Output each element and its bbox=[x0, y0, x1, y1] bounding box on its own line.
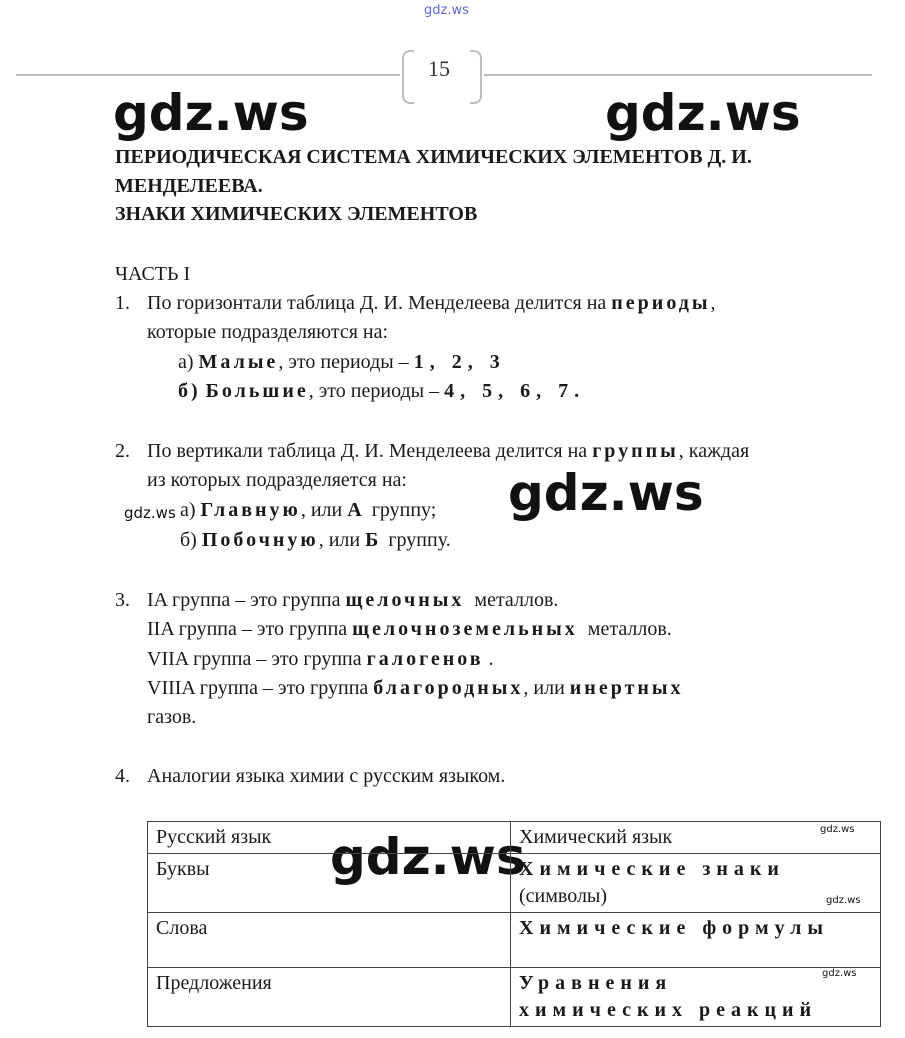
q1-b-text: , это периоды – bbox=[308, 380, 440, 402]
q1-line-2: которые подразделяются на: bbox=[147, 321, 389, 343]
q2-b-tail: группу. bbox=[388, 529, 451, 551]
q3-l3-answer: галогенов bbox=[366, 648, 484, 670]
q4-text: Аналогии языка химии с русским языком. bbox=[147, 765, 506, 787]
q3-number: 3. bbox=[115, 589, 130, 611]
table-cell-chemical-answer: Химические формулы bbox=[519, 917, 829, 939]
q2-a-tail: группу; bbox=[371, 499, 437, 521]
table-cell-russian: Буквы bbox=[148, 854, 511, 913]
table-cell-chemical bbox=[511, 913, 881, 968]
table-header-russian: Русский язык bbox=[148, 822, 511, 854]
title-line-3: ЗНАКИ ХИМИЧЕСКИХ ЭЛЕМЕНТОВ bbox=[115, 203, 478, 225]
q1-text: По горизонтали таблица Д. И. Менделеева делится на bbox=[147, 292, 607, 314]
q4-number: 4. bbox=[115, 765, 130, 787]
table-cell-chemical-answer-2: химических реакций bbox=[519, 999, 818, 1021]
q1-a-numbers: 1, 2, 3 bbox=[413, 351, 506, 373]
q1-b-label: б) bbox=[178, 380, 201, 402]
title-line-1: ПЕРИОДИЧЕСКАЯ СИСТЕМА ХИМИЧЕСКИХ ЭЛЕМЕНТОВ Д. И. bbox=[115, 146, 752, 168]
q2-text: По вертикали таблица Д. И. Менделеева делится на bbox=[147, 440, 588, 462]
q1-a-text: , это периоды – bbox=[278, 351, 409, 373]
q2-b-text: , или bbox=[318, 529, 361, 551]
analogy-table bbox=[147, 821, 881, 1027]
top-watermark: gdz.ws bbox=[424, 3, 469, 18]
q2-option-a bbox=[180, 499, 436, 522]
table-cell-chemical bbox=[511, 854, 881, 913]
q2-a-label: а) bbox=[180, 499, 196, 521]
q3-l1-text: IA группа – это группа bbox=[147, 589, 341, 611]
q1-option-a bbox=[178, 351, 506, 374]
q2-a-answer: Главную bbox=[200, 499, 301, 521]
q1-a-answer: Малые bbox=[198, 351, 279, 373]
q3-line-1 bbox=[147, 589, 558, 612]
watermark-large: gdz.ws bbox=[508, 464, 704, 522]
page-number-bracket-right bbox=[470, 50, 482, 104]
table-header-chemical: Химический язык bbox=[511, 822, 881, 854]
q2-option-b bbox=[180, 529, 451, 552]
watermark-large: gdz.ws bbox=[605, 84, 801, 142]
watermark-large: gdz.ws bbox=[330, 828, 526, 886]
table-header-row bbox=[148, 822, 881, 854]
q1-b-numbers: 4, 5, 6, 7. bbox=[444, 380, 586, 402]
header-rule-right bbox=[484, 74, 872, 76]
watermark-small: gdz.ws bbox=[124, 504, 176, 522]
q1-number: 1. bbox=[115, 292, 130, 314]
table-row bbox=[148, 854, 881, 913]
q2-b-letter: Б bbox=[365, 529, 379, 551]
watermark-tiny: gdz.ws bbox=[820, 824, 855, 835]
header-rule-left bbox=[16, 74, 400, 76]
table-cell-russian: Слова bbox=[148, 913, 511, 968]
q1-post: , bbox=[710, 292, 716, 314]
q2-line-2: из которых подразделяется на: bbox=[147, 469, 407, 491]
q2-line-1 bbox=[147, 440, 749, 463]
table-row bbox=[148, 968, 881, 1027]
watermark-tiny: gdz.ws bbox=[826, 895, 861, 906]
q1-option-b bbox=[178, 380, 585, 403]
q1-a-label: а) bbox=[178, 351, 194, 373]
watermark-large: gdz.ws bbox=[113, 84, 309, 142]
q3-line-5: газов. bbox=[147, 706, 197, 728]
q3-line-4 bbox=[147, 677, 684, 700]
q3-line-3 bbox=[147, 648, 494, 671]
watermark-tiny: gdz.ws bbox=[822, 968, 857, 979]
q3-l3-post: . bbox=[488, 648, 494, 670]
table-cell-chemical-answer: Химические знаки bbox=[519, 858, 785, 880]
table-row bbox=[148, 913, 881, 968]
q3-l2-post: металлов. bbox=[587, 618, 672, 640]
title-line-2: МЕНДЕЛЕЕВА. bbox=[115, 175, 263, 197]
q1-line-1 bbox=[147, 292, 715, 315]
q3-l1-answer: щелочных bbox=[345, 589, 465, 611]
table-cell-chemical bbox=[511, 968, 881, 1027]
q1-answer: периоды bbox=[611, 292, 711, 314]
q3-l4-answer: благородных bbox=[373, 677, 524, 699]
q3-l4-text: VIIIA группа – это группа bbox=[147, 677, 369, 699]
q2-b-label: б) bbox=[180, 529, 197, 551]
q3-l1-post: металлов. bbox=[474, 589, 559, 611]
q2-b-answer: Побочную bbox=[201, 529, 319, 551]
part-label: ЧАСТЬ I bbox=[115, 263, 191, 285]
q3-line-2 bbox=[147, 618, 672, 641]
q3-l4-mid: , или bbox=[523, 677, 565, 699]
q2-a-text: , или bbox=[300, 499, 343, 521]
q1-b-answer: Большие bbox=[205, 380, 309, 402]
q2-answer: группы bbox=[592, 440, 679, 462]
table-cell-chemical-answer: Уравнения bbox=[519, 972, 673, 994]
q2-a-letter: А bbox=[347, 499, 362, 521]
page-number-bracket-left bbox=[402, 50, 414, 104]
q2-post: , каждая bbox=[678, 440, 750, 462]
q3-l2-answer: щелочноземельных bbox=[352, 618, 578, 640]
page-number: 15 bbox=[428, 56, 450, 81]
q3-l4-answer-2: инертных bbox=[569, 677, 684, 699]
q3-l2-text: IIA группа – это группа bbox=[147, 618, 348, 640]
table-cell-russian: Предложения bbox=[148, 968, 511, 1027]
q3-l3-text: VIIA группа – это группа bbox=[147, 648, 362, 670]
q2-number: 2. bbox=[115, 440, 130, 462]
table-cell-chemical-note: (символы) bbox=[519, 885, 608, 907]
